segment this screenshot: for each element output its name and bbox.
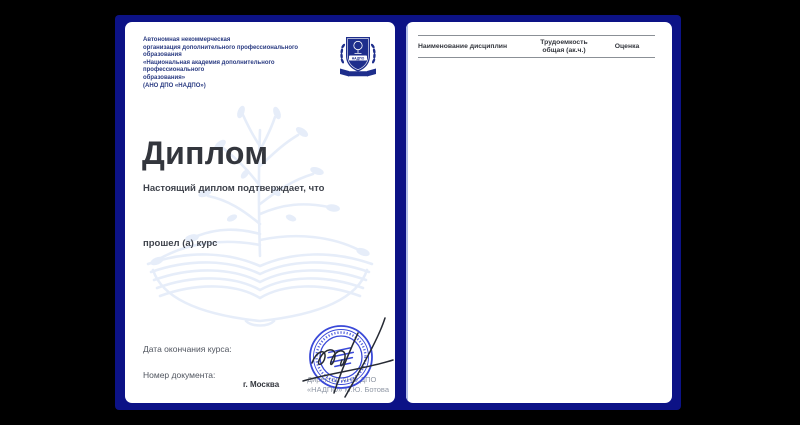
- signature-icon: [300, 315, 395, 403]
- diploma-left-page: [125, 22, 395, 403]
- director-caption-line: Директор АНО ДПО: [307, 375, 377, 384]
- org-line: «Национальная академия дополнительного профессионального: [143, 59, 275, 74]
- diploma-right-page: [406, 22, 672, 403]
- city-label: г. Москва: [243, 380, 280, 389]
- disciplines-table-header: [418, 35, 655, 58]
- logo-acronym: НАДПО: [351, 56, 365, 61]
- course-completed-text: прошел (а) курс: [143, 238, 218, 249]
- course-end-date-label: Дата окончания курса:: [143, 344, 232, 354]
- diploma-cover-frame: [115, 15, 681, 410]
- org-line: организация дополнительного профессионального образования: [143, 44, 299, 59]
- organization-name: [143, 37, 333, 90]
- org-line: образования»: [143, 74, 186, 81]
- document-number-label: Номер документа:: [143, 370, 216, 380]
- org-line: (АНО ДПО «НАДПО»): [143, 82, 206, 89]
- org-line: Автономная некоммерческая: [143, 37, 231, 43]
- confirmation-text: Настоящий диплом подтверждает, что: [143, 183, 325, 194]
- diploma-title: Диплом: [142, 135, 269, 171]
- column-workload-hours: Трудоемкость общая (ак.ч.): [540, 38, 588, 54]
- column-discipline-name: Наименование дисциплин: [418, 42, 508, 50]
- director-caption-line: «НАДПО» М.Ю. Ботова: [307, 384, 389, 394]
- nadpo-academy-logo-icon: [337, 34, 379, 80]
- column-grade: Оценка: [614, 42, 640, 50]
